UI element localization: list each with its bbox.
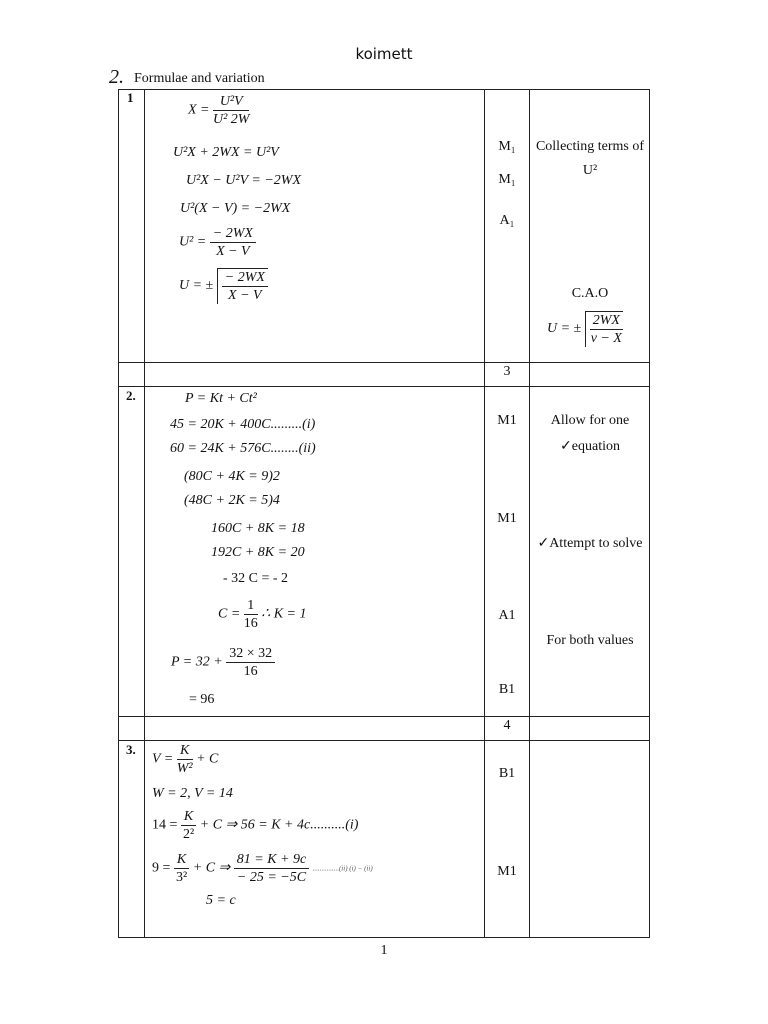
q3-line-4: 9 = $\frac{K}{\text{3²}}$ + C ⇒ $\frac{81 = K + 9c}{- 25 = -5C}$ ...............(ii) (i) − (ii) — [152, 852, 373, 885]
q2-c-value: C = $\frac{1}{16}$ ∴ K = 1 — [218, 598, 307, 631]
q1-line3: U²X − U²V = −2WX — [186, 173, 302, 188]
q1-eq1: X = $\frac{\text{U²V}}{\text{U² 2W}}$ — [188, 94, 250, 127]
q2-mark-3: A1 — [498, 608, 516, 623]
q1-comment-1: Collecting terms of — [535, 139, 645, 154]
q3-mark-2: M1 — [497, 864, 517, 879]
section-number: 2. — [109, 66, 124, 88]
q2-mark-2: M1 — [497, 511, 517, 526]
q3-v-eq: V = $\frac{K}{\text{W²}}$ + C — [152, 743, 219, 776]
q3-mark-1: B1 — [498, 766, 516, 781]
q2-comment-1b: ✓equation — [560, 439, 620, 454]
q3-given: W = 2, V = 14 — [152, 786, 233, 801]
q2-answer: = 96 — [189, 692, 215, 707]
q2-mark-1: M1 — [497, 413, 517, 428]
q3-line-3: 14 = $\frac{K}{\text{2²}}$ + C ⇒ 56 = K + 4c..........(i) — [152, 809, 359, 842]
q1-eq5: U² = $\frac{- 2WX}{X - V}$ — [179, 225, 256, 260]
q2-line-6: 192C + 8K = 20 — [211, 545, 305, 560]
q2-p-value: P = 32 + $\frac{32 \times 32}{16}$ — [171, 645, 275, 680]
q1-number: 1 — [127, 90, 134, 105]
q1-mark-2: M₁ — [498, 172, 516, 187]
q2-line-4: (48C + 2K = 5)4 — [184, 493, 280, 508]
section-title: Formulae and variation — [134, 71, 265, 86]
q2-line-1: 45 = 20K + 400C.........(i) — [170, 417, 316, 432]
q1-total: 3 — [503, 364, 511, 379]
q1-eq6: U = ± $\frac{- 2WX}{X - V}$ — [179, 268, 268, 304]
page-number: 1 — [380, 943, 388, 958]
q2-comment-1: Allow for one — [550, 413, 630, 428]
q2-line-0: P = Kt + Ct² — [185, 391, 257, 406]
q1-line4: U²(X − V) = −2WX — [180, 201, 291, 216]
page-header: koimett — [355, 45, 413, 63]
q2-mark-4: B1 — [498, 682, 516, 697]
q1-comment-2: C.A.O — [571, 286, 609, 301]
q2-total: 4 — [503, 718, 511, 733]
q1-mark-3: A₁ — [499, 213, 515, 228]
q2-comment-3: For both values — [546, 633, 634, 648]
q2-line-2: 60 = 24K + 576C........(ii) — [170, 441, 316, 456]
q2-comment-2: ✓Attempt to solve — [537, 536, 643, 551]
q1-line2: U²X + 2WX = U²V — [173, 145, 279, 160]
q3-number: 3. — [126, 742, 136, 757]
q2-line-5: 160C + 8K = 18 — [211, 521, 305, 536]
q1-comment-1b: U² — [582, 163, 598, 178]
q1-comment-eq: U = ± $\frac{2WX}{v - X}$ — [547, 313, 622, 346]
q2-line-7: - 32 C = - 2 — [223, 571, 289, 586]
q3-answer: 5 = c — [206, 893, 236, 908]
q2-line-3: (80C + 4K = 9)2 — [184, 469, 280, 484]
q2-number: 2. — [126, 388, 136, 403]
q1-mark-1: M₁ — [498, 139, 516, 154]
